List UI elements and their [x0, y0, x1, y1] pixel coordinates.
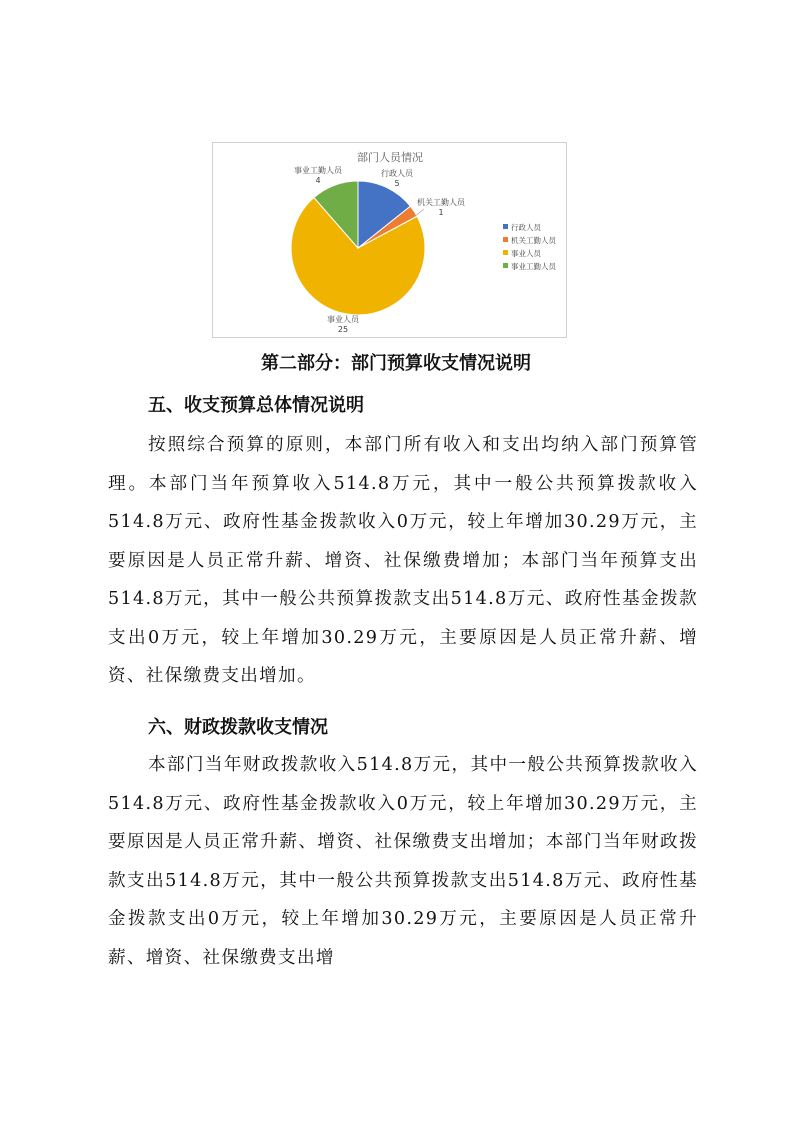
legend-swatch	[503, 224, 508, 229]
slice-label-value: 25	[337, 325, 349, 334]
slice-label-name: 机关工勤人员	[417, 198, 465, 207]
legend-swatch	[503, 263, 508, 268]
section-six-body: 本部门当年财政拨款收入514.8万元，其中一般公共预算拨款收入514.8万元、政府性基金拨款收入0万元，较上年增加30.29万元，主要原因是人员正常升薪、增资、社保缴费支出增加；本部门当年财政拨款支出514.8万元，其中一般公共预算拨款支出514.8万元、政府性基金拨款支出0万元，较上年增加30.29万元，主要原因是人员正常升薪、增资、社保缴费支出增	[108, 755, 698, 968]
chart-title: 部门人员情况	[357, 151, 423, 164]
slice-label-name: 事业工勤人员	[294, 166, 342, 175]
legend-label: 行政人员	[511, 223, 541, 232]
legend-label: 事业人员	[511, 249, 541, 258]
slice-label-name: 事业人员	[327, 315, 359, 324]
legend-label: 事业工勤人员	[511, 262, 556, 271]
section-five-title: 五、收支预算总体情况说明	[148, 395, 364, 416]
slice-label-value: 1	[438, 208, 444, 217]
pie-chart-svg	[213, 143, 568, 339]
section-six-title: 六、财政拨款收支情况	[148, 717, 328, 738]
slice-label-name: 行政人员	[381, 169, 413, 178]
legend-swatch	[503, 250, 508, 255]
legend-swatch	[503, 237, 508, 242]
part-two-heading: 第二部分：部门预算收支情况说明	[261, 353, 531, 374]
pie-chart	[212, 142, 567, 338]
slice-label-value: 5	[394, 179, 400, 188]
section-five-body: 按照综合预算的原则，本部门所有收入和支出均纳入部门预算管理。本部门当年预算收入514.8万元，其中一般公共预算拨款收入514.8万元、政府性基金拨款收入0万元，较上年增加30.29万元，主要原因是人员正常升薪、增资、社保缴费增加；本部门当年预算支出514.8万元，其中一般公共预算拨款支出514.8万元、政府性基金拨款支出0万元，较上年增加30.29万元，主要原因是人员正常升薪、增资、社保缴费支出增加。	[108, 435, 698, 686]
legend-label: 机关工勤人员	[511, 236, 556, 245]
slice-label-value: 4	[315, 176, 321, 185]
pie-slices	[291, 181, 425, 315]
chart-legend	[503, 222, 556, 271]
